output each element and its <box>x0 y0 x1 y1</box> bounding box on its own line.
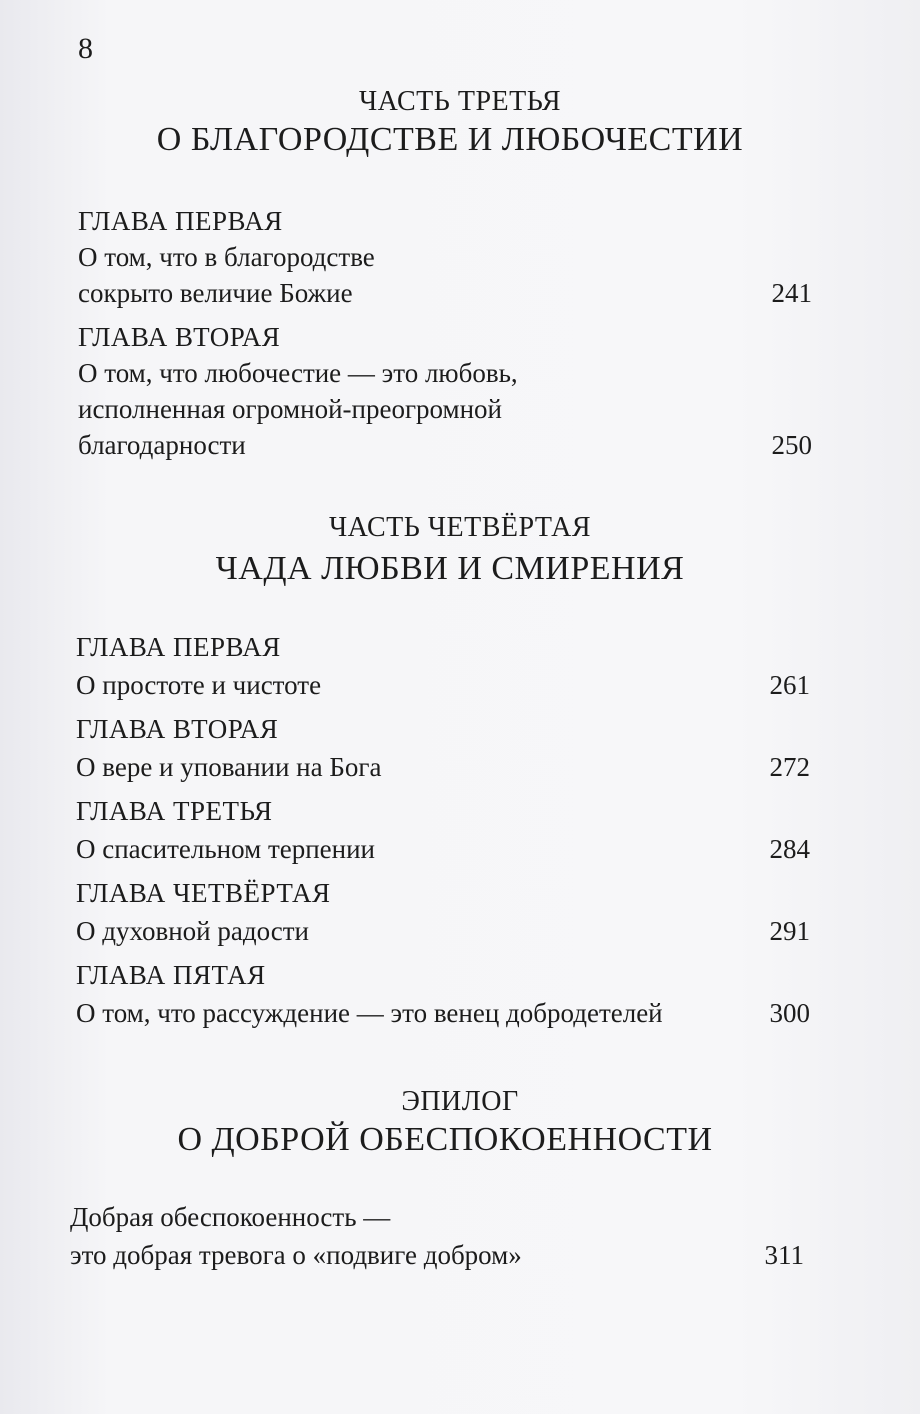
part-4-chapter-3-heading: ГЛАВА ТРЕТЬЯ <box>76 796 273 826</box>
part-4-chapter-1-page: 261 <box>769 670 810 700</box>
epilogue-entry-line-1: Добрая обеспокоенность — <box>70 1202 391 1232</box>
part-4-title: ЧАСТЬ ЧЕТВЁРТАЯ <box>328 512 592 543</box>
epilogue-entry-line-2: это добрая тревога о «подвиге добром» <box>70 1240 522 1270</box>
part-3-subtitle: О БЛАГОРОДСТВЕ И ЛЮБОЧЕСТИИ <box>156 121 744 158</box>
part-4-chapter-4-page: 291 <box>769 916 810 946</box>
part-3-title: ЧАСТЬ ТРЕТЬЯ <box>358 86 562 117</box>
part-3-chapter-2-heading: ГЛАВА ВТОРАЯ <box>78 322 281 352</box>
part-3-chapter-2-page: 250 <box>771 430 812 460</box>
part-4-subtitle: ЧАДА ЛЮБВИ И СМИРЕНИЯ <box>215 550 685 587</box>
part-3-chapter-1-page: 241 <box>771 278 812 308</box>
part-4-chapter-3-title: О спасительном терпении <box>76 834 376 864</box>
part-4-chapter-1-heading: ГЛАВА ПЕРВАЯ <box>76 632 281 662</box>
part-4-chapter-5-heading: ГЛАВА ПЯТАЯ <box>76 960 266 990</box>
epilogue-entry-page: 311 <box>764 1240 804 1270</box>
part-3-chapter-2-title-line-2: исполненная огромной-преогромной <box>78 394 502 424</box>
part-4-chapter-5-title: О том, что рассуждение — это венец добродетелей <box>76 998 663 1028</box>
part-4-chapter-2-title: О вере и уповании на Бога <box>76 752 382 782</box>
part-3-chapter-1-heading: ГЛАВА ПЕРВАЯ <box>78 206 283 236</box>
part-3-chapter-2-title-line-3: благодарности <box>78 430 246 460</box>
epilogue-subtitle: О ДОБРОЙ ОБЕСПОКОЕННОСТИ <box>177 1121 713 1158</box>
page-number: 8 <box>78 32 93 65</box>
part-4-chapter-2-page: 272 <box>769 752 810 782</box>
part-4-chapter-1-title: О простоте и чистоте <box>76 670 322 700</box>
part-3-chapter-1-title-line-2: сокрыто величие Божие <box>78 278 353 308</box>
part-4-chapter-4-title: О духовной радости <box>76 916 309 946</box>
part-3-chapter-2-title-line-1: О том, что любочестие — это любовь, <box>78 358 518 388</box>
epilogue-title: ЭПИЛОГ <box>401 1086 519 1117</box>
part-4-chapter-3-page: 284 <box>769 834 810 864</box>
part-4-chapter-4-heading: ГЛАВА ЧЕТВЁРТАЯ <box>76 878 331 908</box>
part-3-chapter-1-title-line-1: О том, что в благородстве <box>78 242 375 272</box>
part-4-chapter-5-page: 300 <box>769 998 810 1028</box>
part-4-chapter-2-heading: ГЛАВА ВТОРАЯ <box>76 714 279 744</box>
